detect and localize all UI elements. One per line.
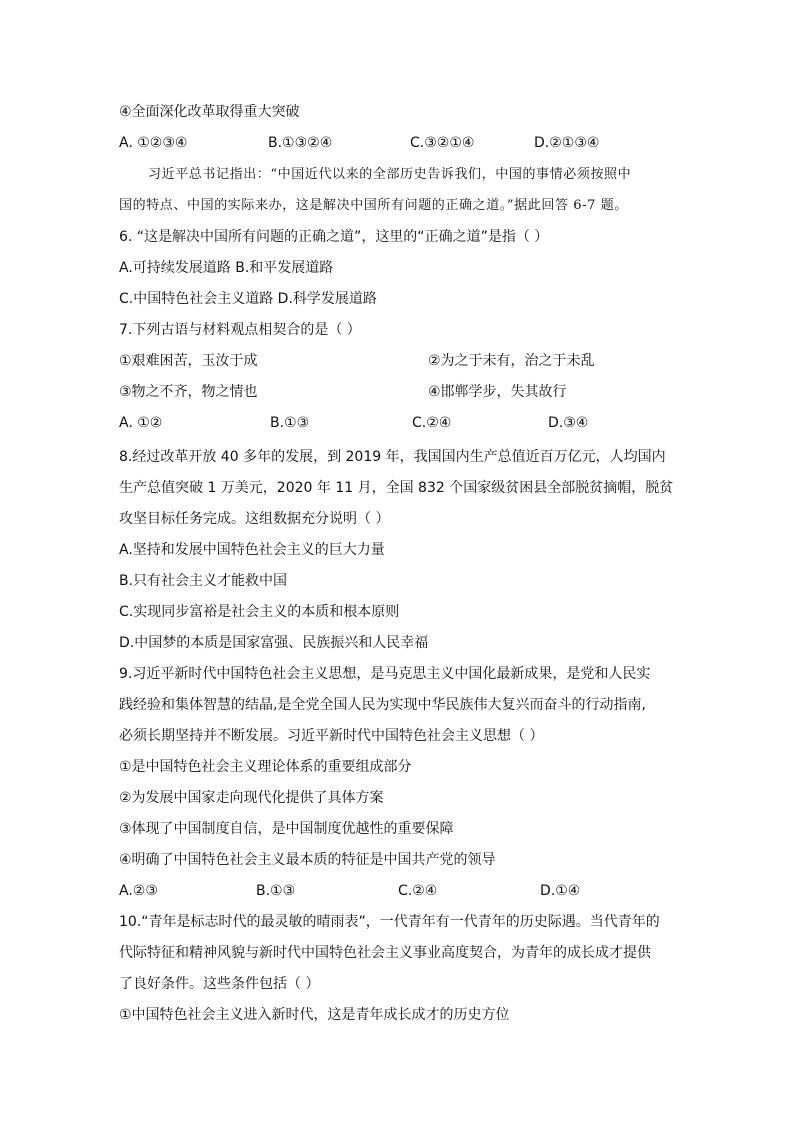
option-d: D.③④ bbox=[548, 415, 589, 431]
statement-4: ④邯郸学步，失其故行 bbox=[428, 384, 567, 400]
question-8-option-a: A.坚持和发展中国特色社会主义的巨大力量 bbox=[119, 542, 385, 558]
question-9-stem-line-3: 必须长期坚持并不断发展。习近平新时代中国特色社会主义思想（ ） bbox=[119, 728, 544, 744]
question-8-option-b: B.只有社会主义才能救中国 bbox=[119, 573, 288, 589]
option-c: C.②④ bbox=[398, 883, 438, 899]
option-b: B.①③②④ bbox=[268, 135, 333, 151]
statement-2: ②为发展中国家走向现代化提供了具体方案 bbox=[119, 790, 384, 806]
option-b: B.①③ bbox=[256, 883, 296, 899]
statement-3: ③物之不齐，物之情也 bbox=[119, 384, 258, 400]
question-8-option-c: C.实现同步富裕是社会主义的本质和根本原则 bbox=[119, 604, 400, 620]
statement-3: ③体现了中国制度自信，是中国制度优越性的重要保障 bbox=[119, 821, 454, 837]
option-d: D.②①③④ bbox=[534, 135, 600, 151]
option-a: A.②③ bbox=[119, 883, 158, 899]
question-8-stem-line-2: 生产总值突破 1 万美元，2020 年 11 月，全国 832 个国家级贫困县全部脱贫摘帽，脱贫 bbox=[119, 480, 674, 496]
statement-1: ①艰难困苦，玉汝于成 bbox=[119, 353, 258, 369]
question-10-stem-line-1: 10.“青年是标志时代的最灵敏的晴雨表”，一代青年有一代青年的历史际遇。当代青年的 bbox=[119, 914, 660, 930]
material-quote-line-1: 习近平总书记指出：“中国近代以来的全部历史告诉我们，中国的事情必须按照中 bbox=[148, 167, 632, 182]
question-8-stem-line-1: 8.经过改革开放 40 多年的发展，到 2019 年，我国国内生产总值近百万亿元，人均国内 bbox=[119, 449, 666, 465]
question-9-stem-line-2: 践经验和集体智慧的结晶,是全党全国人民为实现中华民族伟大复兴而奋斗的行动指南, bbox=[119, 697, 646, 713]
question-10-stem-line-2: 代际特征和精神风貌与新时代中国特色社会主义事业高度契合，为青年的成长成才提供 bbox=[119, 945, 651, 961]
statement-4: ④明确了中国特色社会主义最本质的特征是中国共产党的领导 bbox=[119, 852, 496, 868]
question-8-stem-line-3: 攻坚目标任务完成。这组数据充分说明（ ） bbox=[119, 511, 390, 527]
statement-1: ①中国特色社会主义进入新时代，这是青年成长成才的历史方位 bbox=[119, 1007, 510, 1023]
option-c: C.②④ bbox=[412, 415, 452, 431]
question-6-options-ab: A.可持续发展道路 B.和平发展道路 bbox=[119, 260, 334, 276]
question-10-stem-line-3: 了良好条件。这些条件包括（ ） bbox=[119, 976, 320, 992]
question-6-stem: 6. “这是解决中国所有问题的正确之道”，这里的“正确之道”是指（ ） bbox=[119, 229, 549, 245]
text-line: ④全面深化改革取得重大突破 bbox=[119, 104, 300, 120]
option-b: B.①③ bbox=[270, 415, 310, 431]
option-d: D.①④ bbox=[540, 883, 581, 899]
question-9-stem-line-1: 9.习近平新时代中国特色社会主义思想，是马克思主义中国化最新成果，是党和人民实 bbox=[119, 666, 651, 682]
option-c: C.③②①④ bbox=[410, 135, 475, 151]
material-quote-line-2: 国的特点、中国的实际来办，这是解决中国所有问题的正确之道。”据此回答 6-7 题。 bbox=[119, 198, 628, 213]
option-a: A. ①②③④ bbox=[119, 135, 188, 151]
question-7-stem: 7.下列古语与材料观点相契合的是（ ） bbox=[119, 322, 361, 338]
question-8-option-d: D.中国梦的本质是国家富强、民族振兴和人民幸福 bbox=[119, 635, 429, 651]
option-a: A. ①② bbox=[119, 415, 163, 431]
question-6-options-cd: C.中国特色社会主义道路 D.科学发展道路 bbox=[119, 291, 377, 307]
statement-1: ①是中国特色社会主义理论体系的重要组成部分 bbox=[119, 759, 412, 775]
statement-2: ②为之于未有，治之于未乱 bbox=[428, 353, 595, 369]
